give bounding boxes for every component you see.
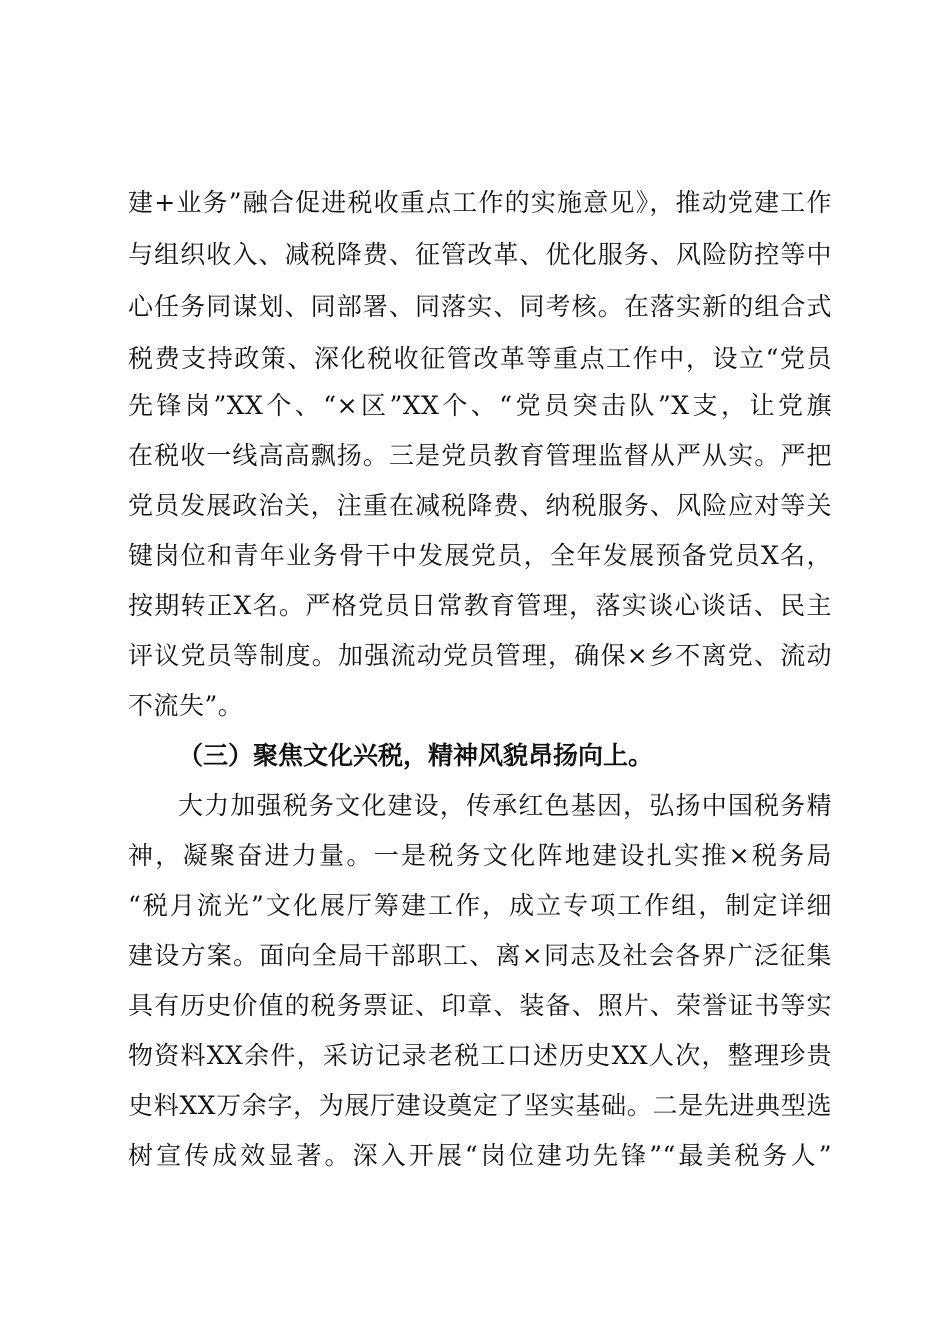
paragraph-1-line-9: 按期转正X名。严格党员日常教育管理，落实谈心谈话、民主 [128, 591, 832, 620]
paragraph-1-line-3: 心任务同谋划、同部署、同落实、同考核。在落实新的组合式 [128, 292, 832, 321]
paragraph-1-line-8: 键岗位和青年业务骨干中发展党员，全年发展预备党员X名， [128, 541, 832, 570]
paragraph-1-line-10: 评议党员等制度。加强流动党员管理，确保×乡不离党、流动 [128, 641, 832, 670]
paragraph-2-line-8: 树宣传成效显著。深入开展“岗位建功先锋”“最美税务人” [128, 1141, 832, 1170]
paragraph-2-line-6: 物资料XX余件，采访记录老税工口述历史XX人次，整理珍贵 [128, 1041, 832, 1070]
paragraph-1-line-5: 先锋岗”XX个、“×区”XX个、“党员突击队”X支，让党旗 [128, 391, 832, 420]
paragraph-1-line-11: 不流失”。 [128, 691, 244, 720]
paragraph-1-line-1: 建+业务”融合促进税收重点工作的实施意见》，推动党建工作 [128, 188, 832, 217]
paragraph-1-line-4: 税费支持政策、深化税收征管改革等重点工作中，设立“党员 [128, 344, 832, 373]
paragraph-1-line-7: 党员发展政治关，注重在减税降费、纳税服务、风险应对等关 [128, 491, 832, 520]
paragraph-2-line-1: 大力加强税务文化建设，传承红色基因，弘扬中国税务精 [178, 791, 832, 820]
paragraph-2-line-4: 建设方案。面向全局干部职工、离×同志及社会各界广泛征集 [128, 941, 832, 970]
paragraph-2-line-7: 史料XX万余字，为展厅建设奠定了坚实基础。二是先进典型选 [128, 1091, 832, 1120]
paragraph-1-line-2: 与组织收入、减税降费、征管改革、优化服务、风险防控等中 [128, 240, 832, 269]
section-heading: （三）聚焦文化兴税，精神风貌昂扬向上。 [178, 741, 654, 770]
paragraph-1-line-6: 在税收一线高高飘扬。三是党员教育管理监督从严从实。严把 [128, 441, 832, 470]
paragraph-2-line-3: “税月流光”文化展厅筹建工作，成立专项工作组，制定详细 [128, 891, 832, 920]
paragraph-2-line-2: 神，凝聚奋进力量。一是税务文化阵地建设扎实推×税务局 [128, 841, 832, 870]
paragraph-2-line-5: 具有历史价值的税务票证、印章、装备、照片、荣誉证书等实 [128, 991, 832, 1020]
